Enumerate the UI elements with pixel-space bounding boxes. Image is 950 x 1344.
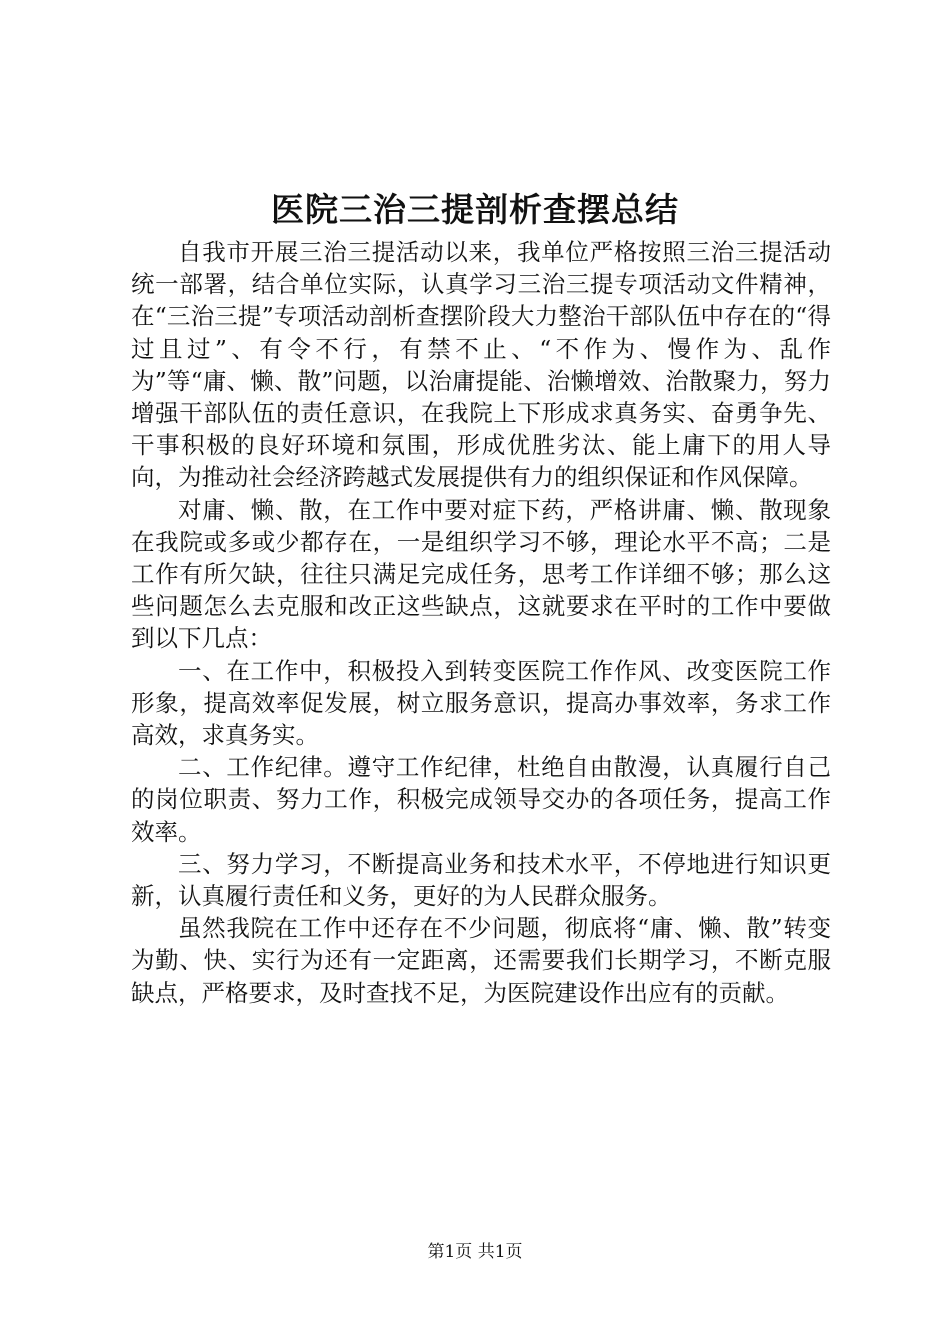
paragraph-point-3: 三、努力学习，不断提高业务和技术水平，不停地进行知识更新，认真履行责任和义务，更好的为人民群众服务。 [131, 849, 831, 911]
paragraph-analysis: 对庸、懒、散，在工作中要对症下药，严格讲庸、懒、散现象在我院或多或少都存在，一是组织学习不够，理论水平不高；二是工作有所欠缺，往往只满足完成任务，思考工作详细不够；那么这些问题怎么去克服和改正这些缺点，这就要求在平时的工作中要做到以下几点： [131, 495, 831, 653]
paragraph-conclusion: 虽然我院在工作中还存在不少问题，彻底将“庸、懒、散”转变为勤、快、实行为还有一定距离，还需要我们长期学习，不断克服缺点，严格要求，及时查找不足，为医院建设作出应有的贡献。 [131, 914, 831, 1007]
paragraph-intro: 自我市开展三治三提活动以来，我单位严格按照三治三提活动统一部署，结合单位实际，认真学习三治三提专项活动文件精神，在“三治三提”专项活动剖析查摆阶段大力整治干部队伍中存在的“得过且过”、有令不行，有禁不止、“不作为、慢作为、乱作为”等“庸、懒、散”问题，以治庸提能、治懒增效、治散聚力，努力增强干部队伍的责任意识，在我院上下形成求真务实、奋勇争先、干事积极的良好环境和氛围，形成优胜劣汰、能上庸下的用人导向，为推动社会经济跨越式发展提供有力的组织保证和作风保障。 [131, 238, 831, 492]
paragraph-point-1: 一、在工作中，积极投入到转变医院工作作风、改变医院工作形象，提高效率促发展，树立服务意识，提高办事效率，务求工作高效，求真务实。 [131, 656, 831, 750]
page-footer: 第1页 共1页 [427, 1242, 523, 1262]
document-title: 医院三治三提剖析查摆总结 [271, 190, 679, 229]
paragraph-point-2: 二、工作纪律。遵守工作纪律，杜绝自由散漫，认真履行自己的岗位职责、努力工作，积极完成领导交办的各项任务，提高工作效率。 [131, 753, 831, 846]
document-body [131, 236, 831, 1009]
